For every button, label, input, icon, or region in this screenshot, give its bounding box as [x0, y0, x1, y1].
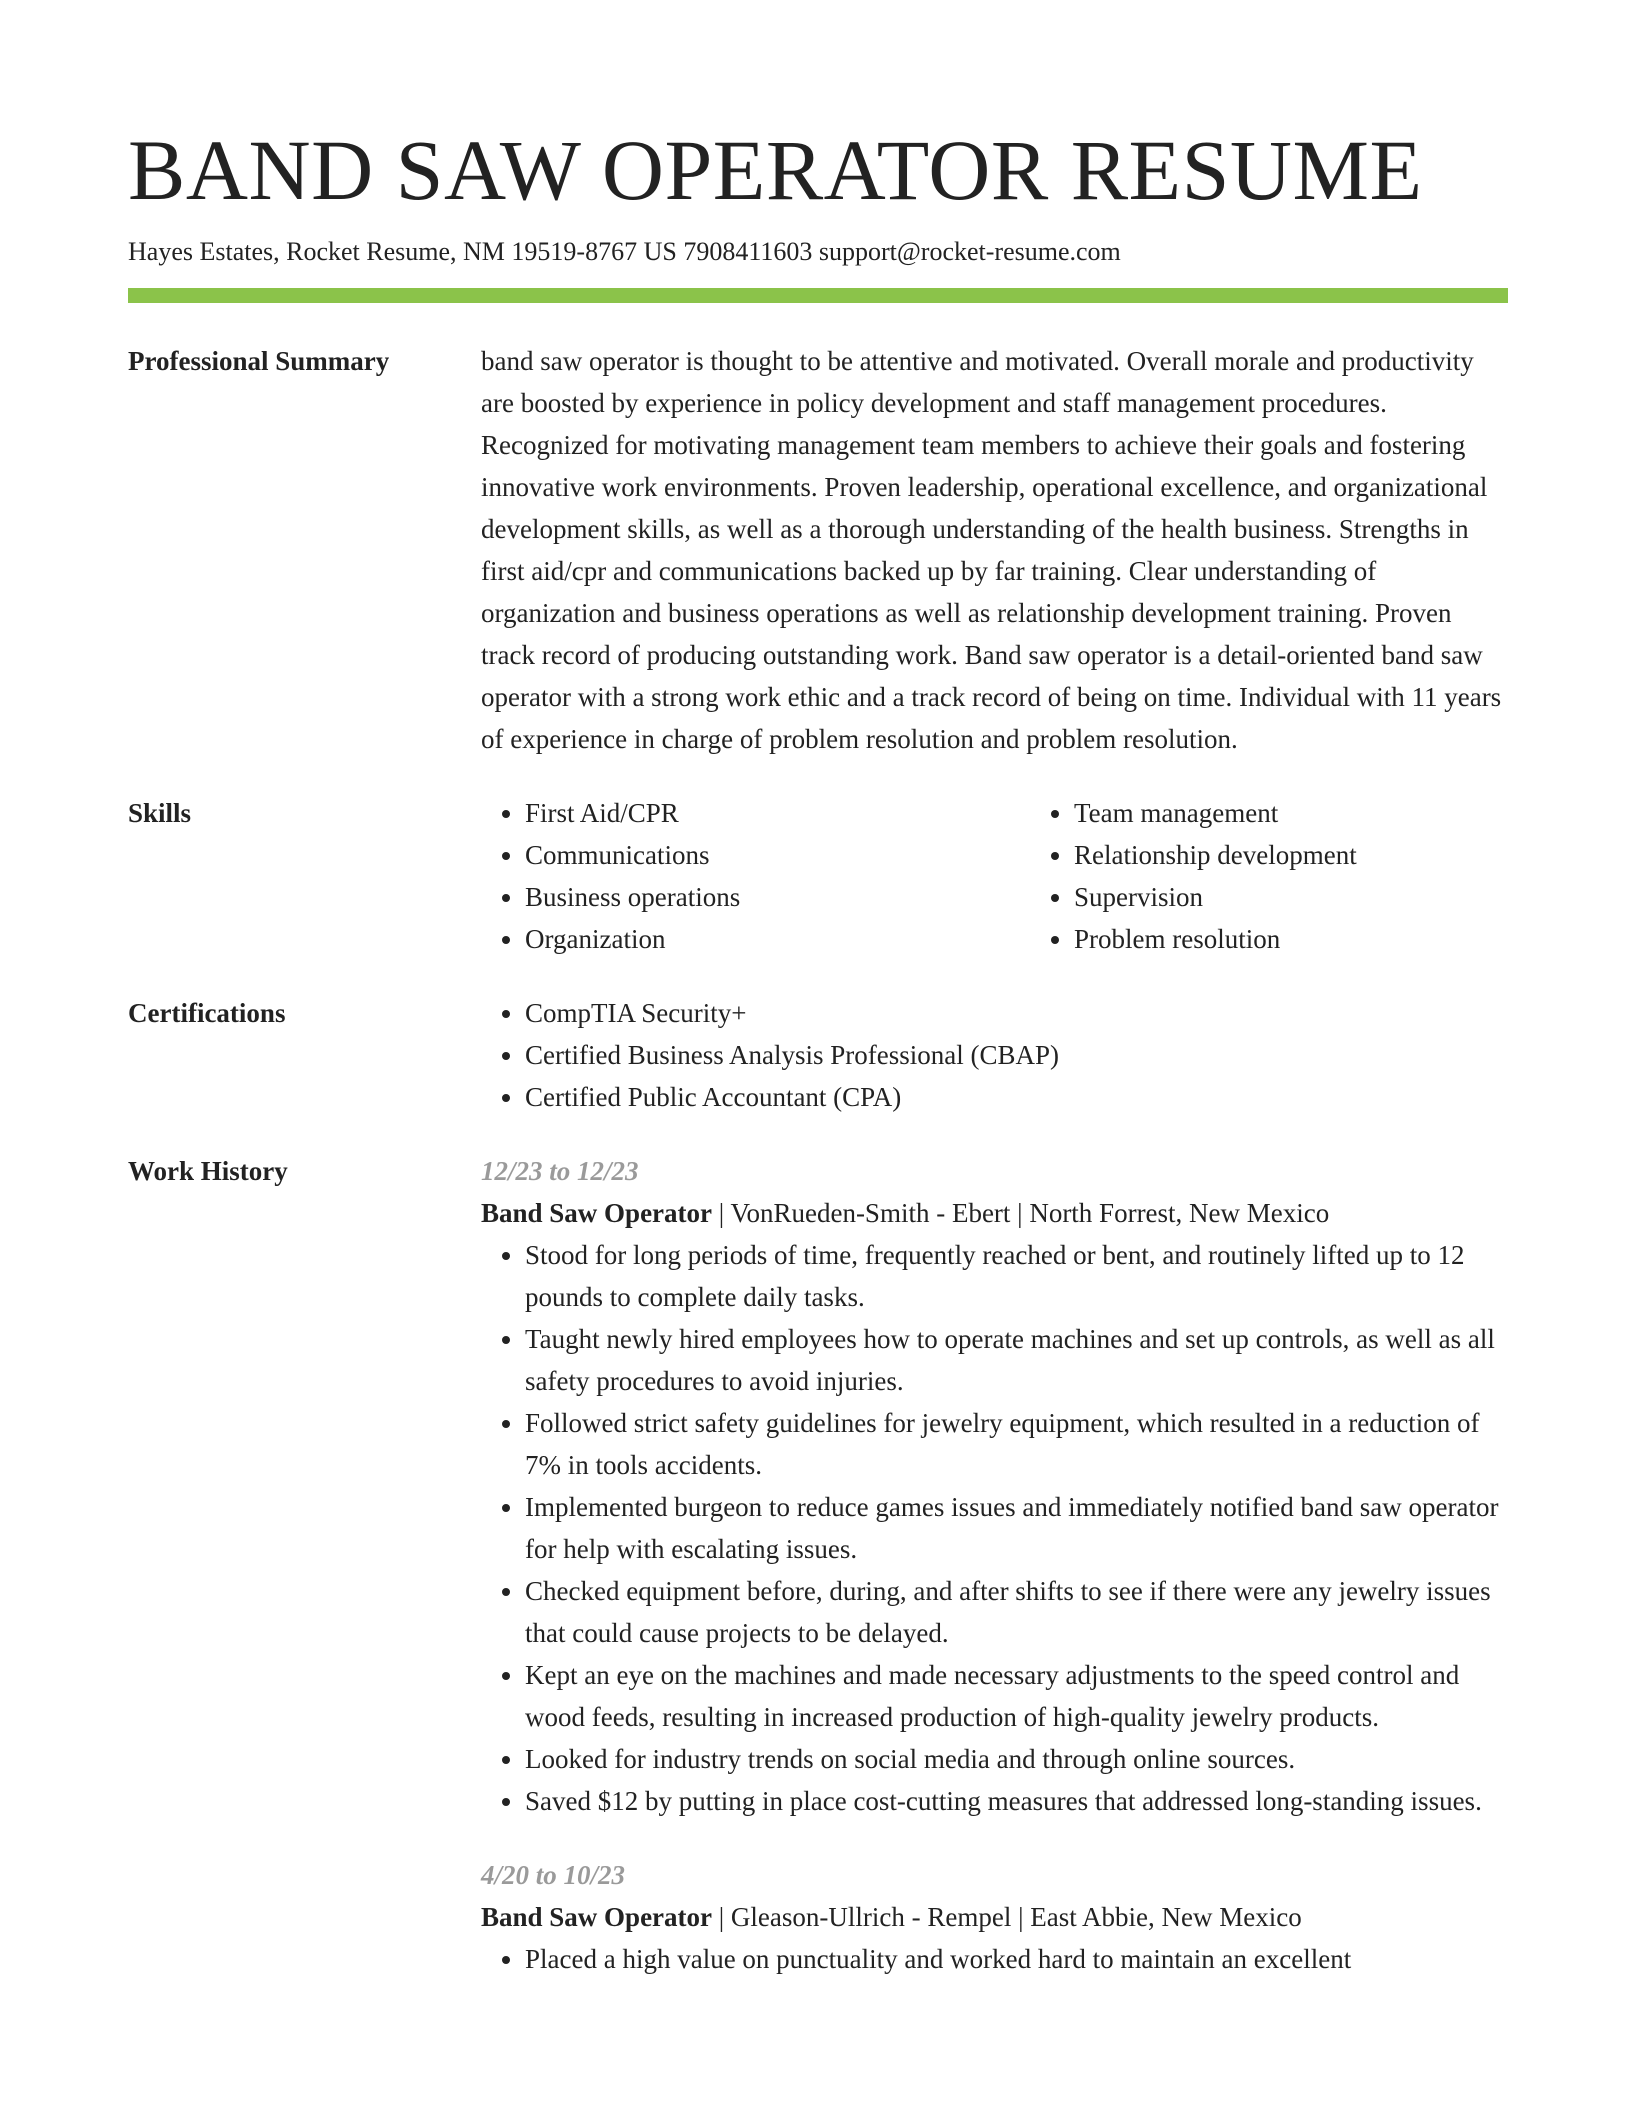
skills-list-right	[1030, 792, 1579, 960]
job-details: | VonRueden-Smith - Ebert | North Forrest, New Mexico	[712, 1198, 1330, 1228]
resume-page	[128, 118, 1508, 1980]
skill-item: • First Aid/CPR	[525, 792, 1030, 834]
job-entry	[481, 1150, 1508, 1822]
certification-item: • CompTIA Security+	[525, 992, 1508, 1034]
work-history-section	[128, 1150, 1508, 1980]
job-bullet: • Kept an eye on the machines and made necessary adjustments to the speed control and wood feeds, resulting in increased production of high-quality jewelry products.	[525, 1654, 1508, 1738]
skill-item: • Organization	[525, 918, 1030, 960]
job-heading	[481, 1192, 1508, 1234]
certifications-label: Certifications	[128, 998, 286, 1028]
job-bullet: • Checked equipment before, during, and after shifts to see if there were any jewelry issues that could cause projects to be delayed.	[525, 1570, 1508, 1654]
skills-section	[128, 792, 1508, 960]
summary-text: band saw operator is thought to be attentive and motivated. Overall morale and productivity are boosted by experience in policy development and staff management procedures. Recognized for motivating management team members to achieve their goals and fostering innovative work environments. Proven leadership, operational excellence, and organizational development skills, as well as a thorough understanding of the health business. Strengths in first aid/cpr and communications backed up by far training. Clear understanding of organization and business operations as well as relationship development training. Proven track record of producing outstanding work. Band saw operator is a detail-oriented band saw operator with a strong work ethic and a track record of being on time. Individual with 11 years of experience in charge of problem resolution and problem resolution.	[481, 346, 1502, 754]
resume-title: BAND SAW OPERATOR RESUME	[128, 122, 1423, 218]
job-entry	[481, 1854, 1508, 1980]
job-bullet: • Followed strict safety guidelines for jewelry equipment, which resulted in a reduction of 7% in tools accidents.	[525, 1402, 1508, 1486]
skill-item: • Communications	[525, 834, 1030, 876]
work-history-label: Work History	[128, 1156, 288, 1186]
job-bullets	[481, 1234, 1508, 1822]
job-bullet: • Stood for long periods of time, frequently reached or bent, and routinely lifted up to 12 pounds to complete daily tasks.	[525, 1234, 1508, 1318]
job-heading	[481, 1896, 1508, 1938]
certifications-list	[481, 992, 1508, 1118]
job-bullet: • Taught newly hired employees how to operate machines and set up controls, as well as all safety procedures to avoid injuries.	[525, 1318, 1508, 1402]
job-bullet: • Saved $12 by putting in place cost-cutting measures that addressed long-standing issues.	[525, 1780, 1508, 1822]
job-title: Band Saw Operator	[481, 1902, 713, 1932]
skill-item: • Business operations	[525, 876, 1030, 918]
accent-rule	[128, 288, 1508, 303]
skills-list-left	[481, 792, 1030, 960]
job-bullet: • Placed a high value on punctuality and worked hard to maintain an excellent	[525, 1938, 1508, 1980]
job-bullet: • Looked for industry trends on social media and through online sources.	[525, 1738, 1508, 1780]
certifications-section	[128, 992, 1508, 1118]
contact-line: Hayes Estates, Rocket Resume, NM 19519-8767 US 7908411603 support@rocket-resume.com	[128, 237, 1121, 266]
certification-item: • Certified Public Accountant (CPA)	[525, 1076, 1508, 1118]
skill-item: • Team management	[1074, 792, 1579, 834]
job-dates: 4/20 to 10/23	[481, 1860, 626, 1890]
summary-label: Professional Summary	[128, 346, 390, 376]
job-title: Band Saw Operator	[481, 1198, 713, 1228]
skill-item: • Supervision	[1074, 876, 1579, 918]
skill-item: • Problem resolution	[1074, 918, 1579, 960]
job-details: | Gleason-Ullrich - Rempel | East Abbie, New Mexico	[712, 1902, 1302, 1932]
job-dates: 12/23 to 12/23	[481, 1156, 639, 1186]
skills-label: Skills	[128, 798, 192, 828]
job-bullets	[481, 1938, 1508, 1980]
summary-section	[128, 340, 1508, 760]
skill-item: • Relationship development	[1074, 834, 1579, 876]
certification-item: • Certified Business Analysis Professional (CBAP)	[525, 1034, 1508, 1076]
job-bullet: • Implemented burgeon to reduce games issues and immediately notified band saw operator for help with escalating issues.	[525, 1486, 1508, 1570]
